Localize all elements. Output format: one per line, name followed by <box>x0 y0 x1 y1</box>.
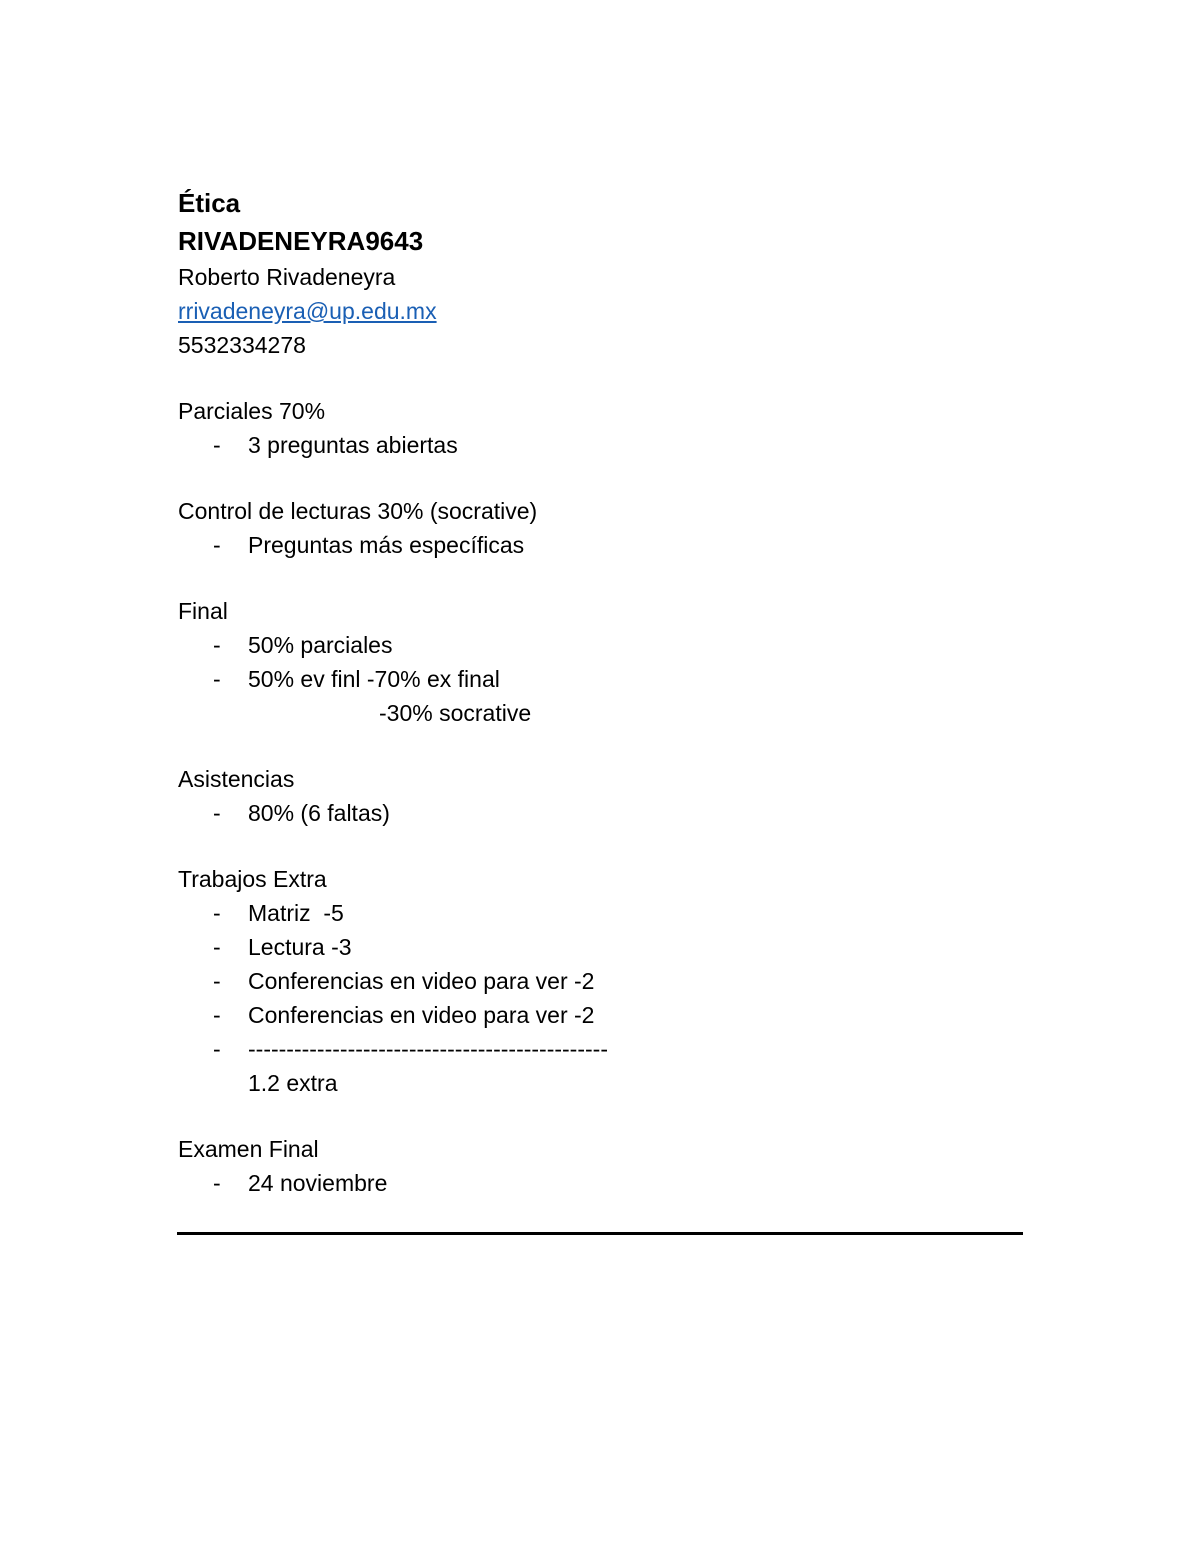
spacer <box>178 1100 1024 1132</box>
bullet-dash: - <box>213 666 221 692</box>
bullet-dash: - <box>213 632 221 658</box>
bullet-dash: - <box>213 800 221 826</box>
section-title-asistencias: Asistencias <box>178 766 295 792</box>
document-page <box>178 184 1024 1200</box>
list-item <box>178 628 1024 662</box>
horizontal-rule <box>177 1232 1023 1235</box>
list-item-text: ----------------------------------------------- <box>248 1036 608 1062</box>
list-item-text: 3 preguntas abiertas <box>248 432 458 458</box>
section-title-final: Final <box>178 598 228 624</box>
list-item-text: Conferencias en video para ver -2 <box>248 1002 595 1028</box>
subject-title: Ética <box>178 188 241 218</box>
spacer <box>178 730 1024 762</box>
section-title-trabajos: Trabajos Extra <box>178 866 327 892</box>
email-link[interactable]: rrivadeneyra@up.edu.mx <box>178 298 437 324</box>
spacer <box>178 562 1024 594</box>
section-title-parciales: Parciales 70% <box>178 398 326 424</box>
bullet-dash: - <box>213 1002 221 1028</box>
bullet-dash: - <box>213 968 221 994</box>
list-item <box>178 964 1024 998</box>
spacer <box>178 362 1024 394</box>
list-item <box>178 528 1024 562</box>
list-item-continuation: 1.2 extra <box>248 1070 338 1096</box>
course-code: RIVADENEYRA9643 <box>178 226 424 256</box>
list-item <box>178 662 1024 696</box>
bullet-dash: - <box>213 934 221 960</box>
phone-number: 5532334278 <box>178 332 306 358</box>
bullet-dash: - <box>213 1170 221 1196</box>
teacher-name: Roberto Rivadeneyra <box>178 264 396 290</box>
list-item-text: Conferencias en video para ver -2 <box>248 968 595 994</box>
section-title-examen: Examen Final <box>178 1136 319 1162</box>
list-item <box>178 796 1024 830</box>
list-item <box>178 1166 1024 1200</box>
spacer <box>178 462 1024 494</box>
list-item <box>178 930 1024 964</box>
section-title-control: Control de lecturas 30% (socrative) <box>178 498 538 524</box>
list-item-text: Matriz -5 <box>248 900 344 926</box>
list-item-text: 24 noviembre <box>248 1170 388 1196</box>
list-item-text: 50% ev finl -70% ex final <box>248 666 500 692</box>
list-item <box>178 1032 1024 1066</box>
list-item <box>178 896 1024 930</box>
list-item-text: 80% (6 faltas) <box>248 800 390 826</box>
bullet-dash: - <box>213 432 221 458</box>
list-item-text: Preguntas más específicas <box>248 532 525 558</box>
list-item-continuation: -30% socrative <box>379 700 532 726</box>
email-line <box>178 294 1024 328</box>
bullet-dash: - <box>213 532 221 558</box>
spacer <box>178 830 1024 862</box>
list-item-text: 50% parciales <box>248 632 393 658</box>
list-item-text: Lectura -3 <box>248 934 352 960</box>
bullet-dash: - <box>213 1036 221 1062</box>
bullet-dash: - <box>213 900 221 926</box>
list-item <box>178 428 1024 462</box>
list-item <box>178 998 1024 1032</box>
